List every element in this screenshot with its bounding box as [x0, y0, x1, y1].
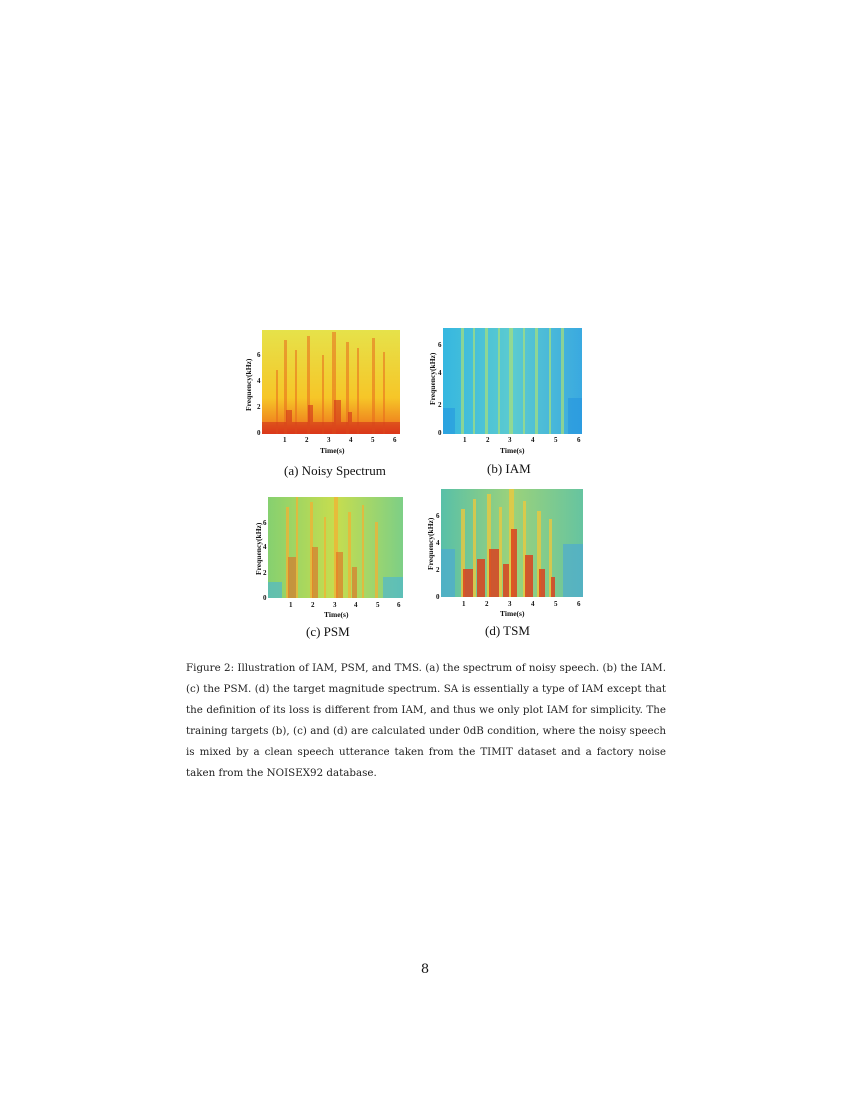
ytick-d-6: 6 [436, 512, 440, 520]
xtick-c-2: 2 [311, 601, 315, 609]
ytick-d-2: 2 [436, 566, 440, 574]
ytick-a-0: 0 [257, 429, 261, 437]
xtick-b-1: 1 [463, 436, 467, 444]
xtick-a-3: 3 [327, 436, 331, 444]
xtick-b-2: 2 [486, 436, 490, 444]
ylabel-a: Frequency(kHz) [244, 358, 253, 411]
xtick-c-5: 5 [376, 601, 380, 609]
xtick-a-6: 6 [393, 436, 397, 444]
xlabel-a: Time(s) [320, 446, 345, 455]
xtick-c-1: 1 [289, 601, 293, 609]
subcaption-b: (b) IAM [487, 461, 531, 476]
ytick-b-4: 4 [438, 369, 442, 377]
spectrogram-c [268, 497, 403, 598]
xtick-d-2: 2 [485, 600, 489, 608]
ytick-c-4: 4 [263, 543, 267, 551]
subcaption-a: (a) Noisy Spectrum [284, 463, 386, 478]
ytick-d-4: 4 [436, 539, 440, 547]
spectrogram-a [262, 330, 400, 434]
xtick-d-1: 1 [462, 600, 466, 608]
xlabel-d: Time(s) [500, 609, 525, 618]
xtick-b-6: 6 [577, 436, 581, 444]
ytick-a-6: 6 [257, 351, 261, 359]
xtick-c-3: 3 [333, 601, 337, 609]
ytick-a-2: 2 [257, 403, 261, 411]
ytick-b-0: 0 [438, 429, 442, 437]
xtick-b-5: 5 [554, 436, 558, 444]
subcaption-d: (d) TSM [485, 623, 530, 638]
ytick-c-2: 2 [263, 569, 267, 577]
ytick-a-4: 4 [257, 377, 261, 385]
xtick-d-5: 5 [554, 600, 558, 608]
subcaption-c: (c) PSM [306, 624, 350, 639]
ytick-d-0: 0 [436, 593, 440, 601]
ytick-b-2: 2 [438, 401, 442, 409]
xtick-a-4: 4 [349, 436, 353, 444]
xtick-a-2: 2 [305, 436, 309, 444]
xtick-b-3: 3 [508, 436, 512, 444]
xtick-a-5: 5 [371, 436, 375, 444]
ytick-c-0: 0 [263, 594, 267, 602]
xtick-d-6: 6 [577, 600, 581, 608]
figure-caption: Figure 2: Illustration of IAM, PSM, and TMS. (a) the spectrum of noisy speech. (b) the IAM. (c) the PSM. (d) the target magnitude spectrum. SA is essentially a type of IAM except that the definition of its loss is different from IAM, and thus we only plot IAM for simplicity. The training targets (b), (c) and (d) are calculated under 0dB condition, where the noisy speech is mixed by a clean speech utterance taken from the TIMIT dataset and a factory noise taken from the NOISEX92 database. [186, 662, 666, 779]
xtick-b-4: 4 [531, 436, 535, 444]
ytick-c-6: 6 [263, 519, 267, 527]
ytick-b-6: 6 [438, 341, 442, 349]
spectrogram-b [443, 328, 582, 434]
ylabel-d: Frequency(kHz) [426, 517, 435, 570]
ylabel-b: Frequency(kHz) [428, 352, 437, 405]
xtick-c-4: 4 [354, 601, 358, 609]
xtick-a-1: 1 [283, 436, 287, 444]
xtick-c-6: 6 [397, 601, 401, 609]
xlabel-c: Time(s) [324, 610, 349, 619]
spectrogram-d [441, 489, 583, 597]
page-number: 8 [420, 962, 430, 977]
xlabel-b: Time(s) [500, 446, 525, 455]
xtick-d-3: 3 [508, 600, 512, 608]
xtick-d-4: 4 [531, 600, 535, 608]
ylabel-c: Frequency(kHz) [254, 522, 263, 575]
